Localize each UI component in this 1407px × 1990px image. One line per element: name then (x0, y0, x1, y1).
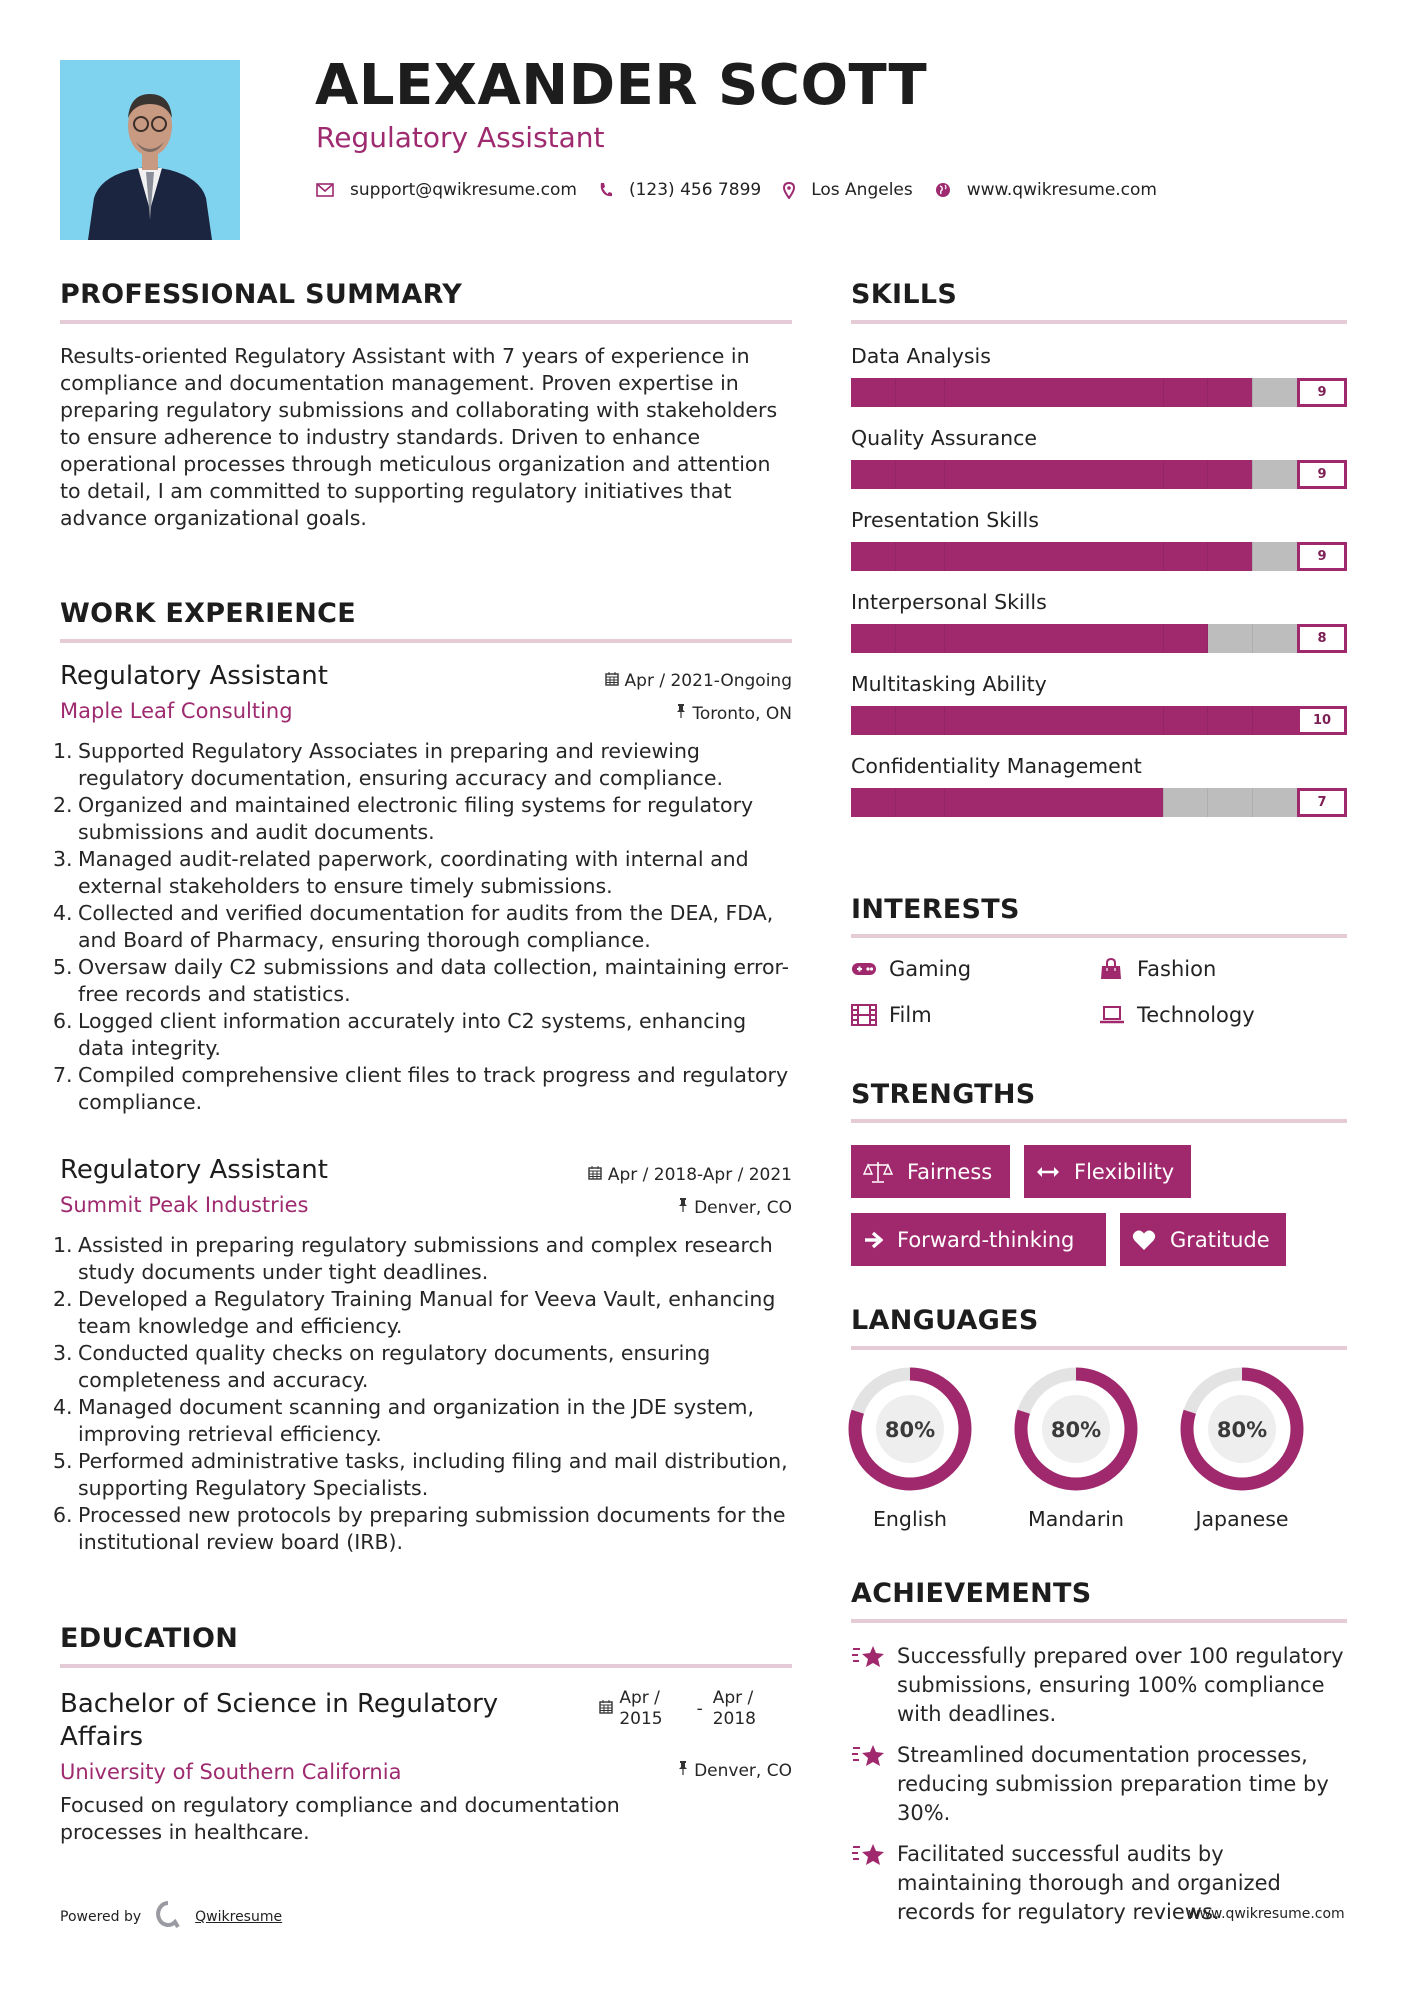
section-divider (60, 1664, 792, 1668)
skill-rating-bar (851, 378, 1347, 407)
interest-label: Fashion (1137, 957, 1217, 981)
job-dates: Apr / 2021-Ongoing (624, 671, 792, 691)
section-divider (851, 934, 1347, 938)
skill-item (851, 754, 1347, 817)
interest-label: Gaming (889, 957, 972, 981)
skills-heading-wrap (851, 281, 1347, 308)
duty-item: 3. Conducted quality checks on regulatory documents, ensuring completeness and accuracy. (53, 1341, 711, 1392)
interest-item-gaming (851, 957, 971, 981)
date-separator: - (696, 1699, 703, 1719)
calendar-icon (588, 1165, 602, 1185)
education-description: Focused on regulatory compliance and documentation processes in healthcare. (60, 1793, 620, 1844)
section-divider (851, 1119, 1347, 1123)
achievement-item: Successfully prepared over 100 regulatory submissions, ensuring 100% compliance with deadlines. (851, 1642, 1347, 1729)
skill-item (851, 344, 1347, 407)
star-icon (851, 1644, 887, 1674)
education-start-date: Apr / 2015 (619, 1688, 663, 1729)
globe-icon (935, 182, 951, 198)
skill-item (851, 508, 1347, 571)
duty-item: 2. Organized and maintained electronic filing systems for regulatory submissions and audit documents. (53, 793, 754, 844)
education-location: Denver, CO (694, 1760, 792, 1781)
arrow-right-icon (863, 1230, 883, 1250)
powered-by (60, 1900, 282, 1934)
language-progress-ring (848, 1367, 972, 1491)
duty-item: 4. Collected and verified documentation for audits from the DEA, FDA, and Board of Pharmacy, ensuring thorough compliance. (53, 901, 774, 952)
svg-text:80%: 80% (1050, 1418, 1102, 1442)
section-divider (851, 320, 1347, 324)
candidate-title: Regulatory Assistant (316, 121, 605, 154)
achievement-item: Streamlined documentation processes, reducing submission preparation time by 30%. (851, 1741, 1347, 1828)
strength-tag-gratitude (1120, 1213, 1286, 1266)
language-progress-ring (1180, 1367, 1304, 1491)
skill-label: Multitasking Ability (851, 672, 1047, 696)
section-divider (851, 1619, 1347, 1623)
strengths-heading-wrap (851, 1081, 1347, 1108)
candidate-name: ALEXANDER SCOTT (315, 53, 928, 118)
heart-icon (1132, 1229, 1156, 1251)
language-label: English (872, 1507, 948, 1531)
language-item-english (848, 1367, 972, 1531)
arrows-horizontal-icon (1036, 1165, 1060, 1179)
skill-label: Data Analysis (851, 344, 991, 368)
interest-label: Technology (1137, 1003, 1255, 1027)
achievements-heading-wrap (851, 1580, 1347, 1607)
summary-text: Results-oriented Regulatory Assistant with 7 years of experience in compliance and documentation management. Proven expertise in preparing regulatory submissions and collaborating with stakeholders to ensure adherence to industry standards. Driven to enhance operational processes through meticulous organization and attention to detail, I am committed to supporting regulatory initiatives that advance organizational goals. (60, 344, 778, 530)
duty-item: 1. Supported Regulatory Associates in preparing and reviewing regulatory documentation, ensuring accuracy and compliance. (53, 739, 723, 790)
skill-score-badge: 9 (1297, 542, 1347, 571)
qwikresume-logo-icon (155, 1900, 181, 1934)
footer-website[interactable]: www.qwikresume.com (1188, 1906, 1345, 1922)
job-company: Summit Peak Industries (60, 1193, 309, 1217)
education-heading-wrap (60, 1625, 792, 1652)
person-portrait-icon (60, 60, 240, 240)
strength-label: Forward-thinking (897, 1227, 1075, 1252)
job-duties-list (53, 1232, 792, 1556)
interest-label: Film (889, 1003, 932, 1027)
job-role: Regulatory Assistant (60, 1155, 328, 1185)
education-entry (60, 1688, 792, 1846)
job-role: Regulatory Assistant (60, 661, 328, 691)
language-label: Mandarin (1028, 1507, 1124, 1531)
interest-item-technology (1099, 1003, 1255, 1027)
language-label: Japanese (1195, 1507, 1289, 1531)
calendar-icon (605, 671, 619, 691)
section-title-achievements: ACHIEVEMENTS (851, 1578, 1092, 1609)
job-location: Toronto, ON (692, 703, 792, 724)
skill-rating-bar (851, 706, 1347, 735)
skill-label: Interpersonal Skills (851, 590, 1047, 614)
achievements-list (851, 1642, 1347, 1927)
section-divider (60, 639, 792, 643)
skill-rating-bar (851, 542, 1347, 571)
powered-by-label: Powered by (60, 1909, 142, 1925)
section-title-languages: LANGUAGES (851, 1305, 1039, 1336)
duty-item: 6. Logged client information accurately into C2 systems, enhancing data integrity. (53, 1009, 747, 1060)
duty-item: 7. Compiled comprehensive client files to track progress and regulatory compliance. (53, 1063, 789, 1114)
svg-text:80%: 80% (884, 1418, 936, 1442)
school-name: University of Southern California (60, 1760, 402, 1784)
skills-list (851, 344, 1347, 836)
shopping-bag-icon (1099, 957, 1125, 981)
experience-heading-wrap (60, 600, 792, 627)
strength-label: Fairness (907, 1159, 993, 1184)
skill-item (851, 672, 1347, 735)
job-duties-list (53, 738, 792, 1116)
section-title-interests: INTERESTS (851, 894, 1020, 925)
skill-score-badge: 9 (1297, 378, 1347, 407)
language-progress-ring (1014, 1367, 1138, 1491)
skill-label: Quality Assurance (851, 426, 1038, 450)
strength-label: Flexibility (1074, 1159, 1175, 1184)
languages-heading-wrap (851, 1307, 1347, 1334)
strength-tag-forward-thinking (851, 1213, 1106, 1266)
interest-item-fashion (1099, 957, 1216, 981)
job-entry (53, 661, 792, 1116)
strength-label: Gratitude (1170, 1227, 1270, 1252)
education-end-date: Apr / 2018 (712, 1688, 756, 1729)
achievement-item: Facilitated successful audits by maintaining thorough and organized records for regulatory reviews. (851, 1840, 1347, 1927)
skill-rating-bar (851, 788, 1347, 817)
duty-item: 6. Processed new protocols by preparing submission documents for the institutional review board (IRB). (53, 1503, 786, 1554)
language-item-japanese (1180, 1367, 1304, 1531)
skill-score-badge: 9 (1297, 460, 1347, 489)
star-icon (851, 1842, 887, 1872)
degree-title: Bachelor of Science in Regulatory Affairs (60, 1689, 499, 1752)
section-divider (60, 320, 792, 324)
section-title-summary: PROFESSIONAL SUMMARY (60, 279, 463, 310)
job-location: Denver, CO (694, 1197, 792, 1218)
skill-score-badge: 8 (1297, 624, 1347, 653)
laptop-icon (1099, 1005, 1125, 1025)
job-company: Maple Leaf Consulting (60, 699, 293, 723)
contact-website[interactable]: www.qwikresume.com (966, 180, 1157, 200)
skill-score-badge: 7 (1297, 788, 1347, 817)
interests-heading-wrap (851, 896, 1347, 923)
skill-score-badge: 10 (1297, 706, 1347, 735)
skill-label: Confidentiality Management (851, 754, 1142, 778)
section-title-experience: WORK EXPERIENCE (60, 598, 356, 629)
skill-item (851, 590, 1347, 653)
duty-item: 1. Assisted in preparing regulatory submissions and complex research study documents under tight deadlines. (53, 1233, 773, 1284)
job-dates: Apr / 2018-Apr / 2021 (607, 1165, 792, 1185)
svg-text:80%: 80% (1216, 1418, 1268, 1442)
duty-item: 5. Performed administrative tasks, including filing and mail distribution, supporting Regulatory Specialists. (53, 1449, 788, 1500)
qwikresume-link[interactable]: Qwikresume (195, 1909, 283, 1925)
pushpin-icon (678, 1197, 688, 1218)
balance-scale-icon (863, 1160, 893, 1184)
section-title-skills: SKILLS (851, 279, 958, 310)
contact-phone[interactable]: (123) 456 7899 (628, 180, 762, 200)
duty-item: 2. Developed a Regulatory Training Manual for Veeva Vault, enhancing team knowledge and efficiency. (53, 1287, 776, 1338)
interest-item-film (851, 1003, 932, 1027)
phone-icon (599, 182, 613, 198)
star-icon (851, 1743, 887, 1773)
strength-tag-fairness (851, 1145, 1010, 1198)
contact-location: Los Angeles (811, 180, 913, 200)
job-entry (53, 1155, 792, 1556)
section-divider (851, 1346, 1347, 1350)
calendar-icon (599, 1699, 613, 1719)
skill-rating-bar (851, 460, 1347, 489)
contact-bar (316, 180, 1179, 200)
summary-section (60, 281, 792, 308)
film-icon (851, 1004, 877, 1026)
pushpin-icon (678, 1760, 688, 1781)
skill-label: Presentation Skills (851, 508, 1039, 532)
skill-item (851, 426, 1347, 489)
duty-item: 4. Managed document scanning and organization in the JDE system, improving retrieval efficiency. (53, 1395, 754, 1446)
contact-email[interactable]: support@qwikresume.com (350, 180, 577, 200)
map-marker-icon (783, 182, 795, 199)
strength-tag-flexibility (1024, 1145, 1191, 1198)
profile-photo (60, 60, 240, 240)
duty-item: 5. Oversaw daily C2 submissions and data collection, maintaining error-free records and statistics. (53, 955, 790, 1006)
section-title-education: EDUCATION (60, 1623, 239, 1654)
envelope-icon (316, 183, 334, 197)
pushpin-icon (676, 703, 686, 724)
duty-item: 3. Managed audit-related paperwork, coordinating with internal and external stakeholders to ensure timely submissions. (53, 847, 749, 898)
section-title-strengths: STRENGTHS (851, 1079, 1036, 1110)
gamepad-icon (851, 961, 877, 977)
skill-rating-bar (851, 624, 1347, 653)
language-item-mandarin (1014, 1367, 1138, 1531)
